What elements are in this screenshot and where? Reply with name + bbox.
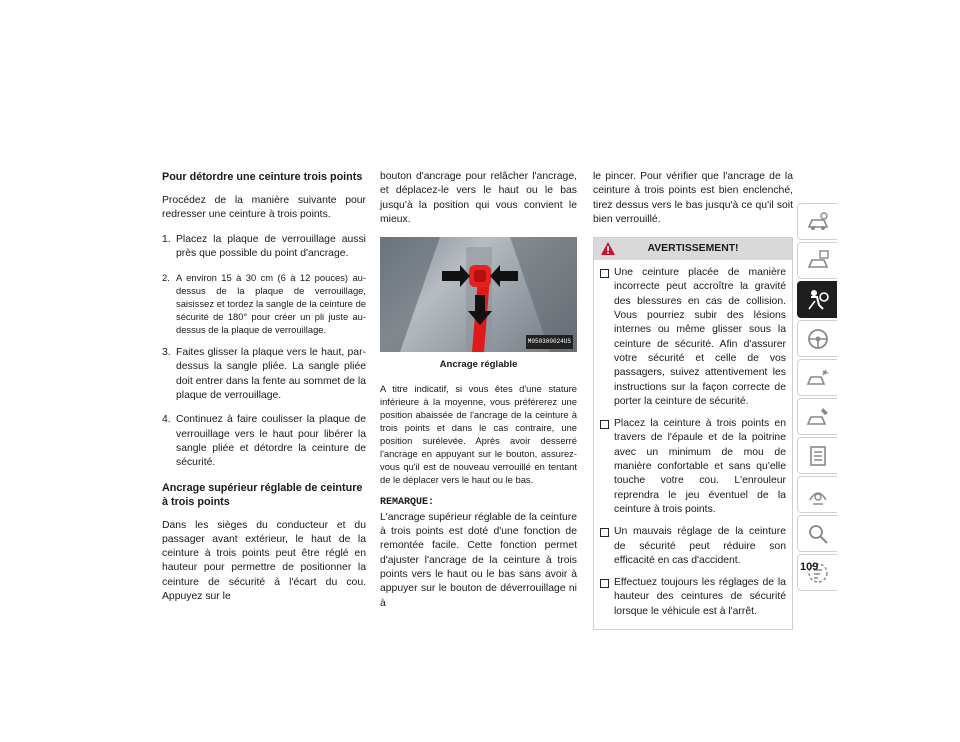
tab-multimedia[interactable] (797, 476, 837, 513)
checklist-icon (805, 443, 831, 469)
multimedia-icon (805, 482, 831, 508)
column-right (593, 170, 793, 630)
warning-list (594, 260, 792, 629)
car-info-icon (805, 248, 831, 274)
step-item: 4. Continuez à faire coulisser la plaque de verrouillage vers le haut pour libérer la sangle pliée et détordre la ceinture de sécurité. (162, 414, 366, 469)
tab-customer-assistance[interactable] (797, 515, 837, 552)
lock-check-paragraph: le pincer. Pour vérifier que l'ancrage de la ceinture à trois points est bien enclenché, tirez dessus vers le bas jusqu'à ce qu'il soit bien verrouillé. (593, 171, 793, 225)
warning-box (593, 237, 793, 630)
tab-instrument-panel[interactable] (797, 242, 837, 279)
remark-title: REMARQUE: (380, 497, 435, 509)
column-left (162, 170, 366, 614)
steering-wheel-icon (805, 326, 831, 352)
warning-item: Une ceinture placée de manière incorrecte peut accroître la gravité des blessures en cas de collision. Vous pourriez subir des lésions internes ou même glisser sous la ceinture de sécurité. Afin d'assurer votre sécurité et celle de vos passagers, suivez attentivement les instructions sur la façon correcte de porter la ceinture de sécurité. (600, 266, 786, 409)
anchor-paragraph: Dans les sièges du conducteur et du passager avant extérieur, le haut de la ceinture à trois points peut être réglé en hauteur pour permettre de positionner la ceinture de sécurité à l'écart du cou. Appuyez sur le (162, 519, 366, 603)
adjustable-anchor-figure (380, 237, 577, 352)
steps-list (162, 233, 366, 471)
checkbox-bullet-icon (600, 269, 609, 278)
warning-triangle-icon (600, 241, 616, 256)
search-index-icon (805, 521, 831, 547)
warning-item: Effectuez toujours les réglages de la hauteur des ceintures de sécurité lorsque le véhicule est à l'arrêt. (600, 576, 786, 619)
section-heading-untwist: Pour détordre une ceinture trois points (162, 171, 363, 183)
checkbox-bullet-icon (600, 579, 609, 588)
checkbox-bullet-icon (600, 528, 609, 537)
figure-code: M050300024US (526, 335, 573, 349)
tab-servicing[interactable] (797, 398, 837, 435)
car-service-icon (805, 404, 831, 430)
anchor-continued-paragraph: bouton d'ancrage pour relâcher l'ancrage, et déplacez-le vers le haut ou le bas jusqu'à la position qui vous convient le mieux. (380, 171, 577, 225)
tab-specifications[interactable] (797, 437, 837, 474)
car-dashboard-icon (805, 209, 831, 235)
tab-safety[interactable] (797, 281, 837, 318)
chapter-tabs (797, 203, 841, 593)
intro-paragraph: Procédez de la manière suivante pour redresser une ceinture à trois points. (162, 195, 366, 221)
warning-header (594, 238, 792, 260)
car-crash-icon (805, 365, 831, 391)
figure-caption: Ancrage réglable (439, 359, 518, 371)
remark-paragraph: L'ancrage supérieur réglable de la ceinture à trois points est doté d'une fonction de remontée facile. Cette fonction permet d'ajuster l'ancrage de la ceinture à trois points vers le haut ou le bas sans avoir à appuyer sur le bouton de déverrouillage ni à (380, 511, 577, 609)
warning-item: Un mauvais réglage de la ceinture de sécurité peut réduire son efficacité en cas d'accident. (600, 525, 786, 568)
page-number: 109 (800, 561, 819, 573)
step-item: 3. Faites glisser la plaque vers le haut, par-dessus la sangle pliée. La sangle pliée doit entrer dans la fente au sommet de la plaque de verrouillage. (162, 347, 366, 402)
tab-getting-to-know-vehicle[interactable] (797, 203, 837, 240)
tab-starting-operating[interactable] (797, 320, 837, 357)
warning-item: Placez la ceinture à trois points en travers de l'épaule et de la poitrine avec un minimum de mou de manière confortable et sans qu'elle touche votre cou. L'enrouleur reprendra le jeu éventuel de la ceinture à trois points. (600, 417, 786, 517)
checkbox-bullet-icon (600, 420, 609, 429)
step-item: 1. Placez la plaque de verrouillage aussi près que possible du point d'ancrage. (162, 233, 366, 259)
tab-emergency[interactable] (797, 359, 837, 396)
guidance-paragraph: A titre indicatif, si vous êtes d'une stature inférieure à la moyenne, vous préférerez une position abaissée de l'ancrage de la ceinture à trois points et dans le cas contraire, une position surélevée. Après avoir desserré l'ancrage en appuyant sur le bouton, assurez-vous qu'il est de nouveau verrouillé en tentant de le déplacer vers le haut ou le bas. (380, 383, 577, 486)
step-item: 2. A environ 15 à 30 cm (6 à 12 pouces) au-dessus de la plaque de verrouillage, saisissez et tordez la sangle de la ceinture de sécurité de 180° pour créer un pli juste au-dessus de la plaque de verrouillage. (162, 272, 366, 336)
column-middle (380, 170, 577, 621)
airbag-safety-icon (805, 287, 831, 313)
warning-title: AVERTISSEMENT! (647, 243, 739, 255)
section-heading-anchor: Ancrage supérieur réglable de ceinture à trois points (162, 481, 363, 508)
